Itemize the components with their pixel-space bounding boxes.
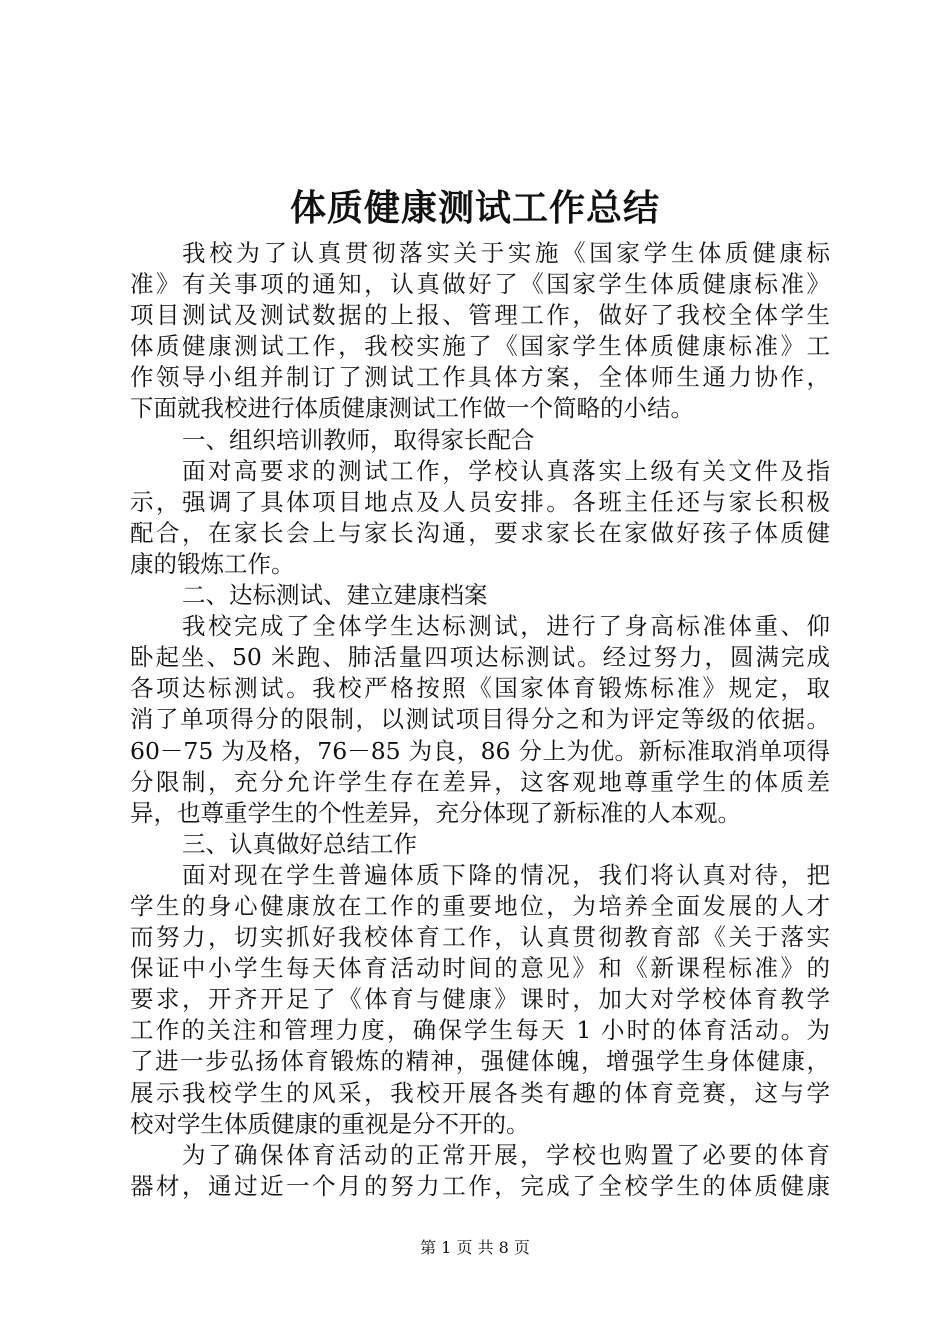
paragraph-line: 下面就我校进行体质健康测试工作做一个简略的小结。: [130, 394, 694, 423]
paragraph-line: 我校为了认真贯彻落实关于实施《国家学生体质健康标: [182, 239, 830, 267]
paragraph-line: 60－75 为及格，76－85 为良，86 分上为优。新标准取消单项得: [130, 736, 830, 765]
paragraph-line: 工作的关注和管理力度，确保学生每天 1 小时的体育活动。为: [130, 1016, 830, 1045]
paragraph-line: 我校完成了全体学生达标测试，进行了身高标准体重、仰: [182, 612, 830, 641]
paragraph-line: 器材，通过近一个月的努力工作，完成了全校学生的体质健康: [130, 1171, 830, 1200]
paragraph-line: 项目测试及测试数据的上报、管理工作，做好了我校全体学生: [130, 301, 830, 330]
document-title: 体质健康测试工作总结: [289, 187, 660, 229]
paragraph-line: 示，强调了具体项目地点及人员安排。各班主任还与家长积极: [130, 487, 830, 516]
paragraph-line: 要求，开齐开足了《体育与健康》课时，加大对学校体育教学: [130, 985, 830, 1014]
paragraph-line: 面对现在学生普遍体质下降的情况，我们将认真对待，把: [182, 860, 830, 889]
paragraph-line: 展示我校学生的风采，我校开展各类有趣的体育竞赛，这与学: [130, 1078, 830, 1107]
paragraph-line: 各项达标测试。我校严格按照《国家体育锻炼标准》规定，取: [130, 674, 830, 703]
paragraph-line: 准》有关事项的通知，认真做好了《国家学生体质健康标准》: [130, 270, 830, 299]
document-body: [130, 238, 830, 1202]
paragraph-line: 学生的身心健康放在工作的重要地位，为培养全面发展的人才: [130, 891, 830, 920]
paragraph-line: 消了单项得分的限制，以测试项目得分之和为评定等级的依据。: [130, 705, 830, 734]
paragraph-line: 体质健康测试工作，我校实施了《国家学生体质健康标准》工: [130, 332, 830, 361]
page-number-footer: 第 1 页 共 8 页: [420, 1238, 530, 1257]
paragraph-line: 异，也尊重学生的个性差异，充分体现了新标准的人本观。: [130, 798, 741, 827]
paragraph-line: 了进一步弘扬体育锻炼的精神，强健体魄，增强学生身体健康，: [130, 1047, 830, 1076]
paragraph-line: 卧起坐、50 米跑、肺活量四项达标测试。经过努力，圆满完成: [130, 643, 830, 672]
section-heading: 一、组织培训教师，取得家长配合: [182, 425, 535, 454]
paragraph-line: 而努力，切实抓好我校体育工作，认真贯彻教育部《关于落实: [130, 923, 830, 952]
section-heading: 二、达标测试、建立建康档案: [182, 581, 488, 610]
paragraph-line: 分限制，充分允许学生存在差异，这客观地尊重学生的体质差: [130, 767, 830, 796]
paragraph-line: 作领导小组并制订了测试工作具体方案，全体师生通力协作，: [130, 363, 830, 392]
paragraph-line: 配合，在家长会上与家长沟通，要求家长在家做好孩子体质健: [130, 518, 830, 547]
paragraph-line: 面对高要求的测试工作，学校认真落实上级有关文件及指: [182, 456, 830, 485]
paragraph-line: 康的锻炼工作。: [130, 549, 295, 578]
paragraph-line: 保证中小学生每天体育活动时间的意见》和《新课程标准》的: [130, 954, 830, 983]
section-heading: 三、认真做好总结工作: [182, 829, 417, 858]
paragraph-line: 校对学生体质健康的重视是分不开的。: [130, 1109, 530, 1138]
paragraph-line: 为了确保体育活动的正常开展，学校也购置了必要的体育: [182, 1140, 830, 1169]
